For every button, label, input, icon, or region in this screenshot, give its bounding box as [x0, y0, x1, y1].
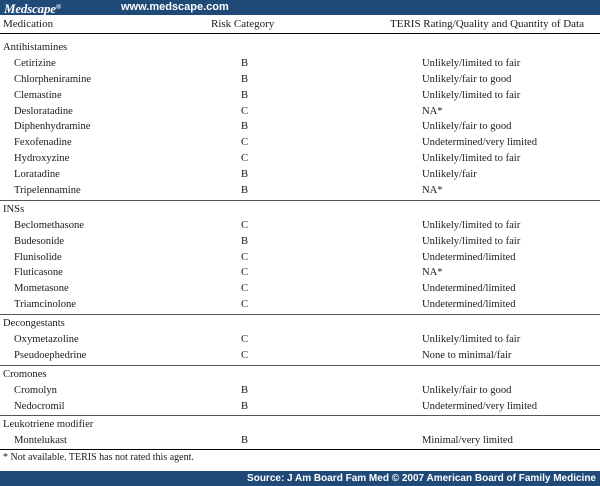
- source-text: Source: J Am Board Fam Med © 2007 American Board of Family Medicine: [247, 473, 596, 484]
- teris-rating-cell: None to minimal/fair: [422, 349, 512, 361]
- group-name: INSs: [3, 203, 25, 215]
- medication-cell: Beclomethasone: [14, 219, 85, 231]
- table-row: [0, 135, 600, 151]
- col-medication: Medication: [3, 18, 54, 30]
- table-row: [0, 88, 600, 104]
- table-row: [0, 234, 600, 250]
- table-row: [0, 383, 600, 399]
- risk-category-cell: C: [241, 283, 249, 295]
- group-name: Decongestants: [3, 318, 65, 330]
- teris-rating-cell: Unlikely/limited to fair: [422, 57, 521, 69]
- group-divider: [0, 314, 600, 315]
- medication-cell: Budesonide: [14, 235, 65, 247]
- column-header-row: [0, 15, 600, 34]
- table-row: [0, 72, 600, 88]
- table-row: [0, 167, 600, 183]
- group-heading-row: [0, 367, 600, 383]
- group-heading-row: [0, 417, 600, 433]
- medication-cell: Cromolyn: [14, 384, 57, 396]
- risk-category-cell: C: [241, 219, 249, 231]
- teris-rating-cell: Unlikely/fair to good: [422, 73, 512, 85]
- teris-rating-cell: Undetermined/limited: [422, 299, 516, 311]
- teris-rating-cell: NA*: [422, 105, 443, 117]
- teris-rating-cell: Unlikely/limited to fair: [422, 153, 521, 165]
- group-divider: [0, 415, 600, 416]
- source-bar: [0, 471, 600, 486]
- site-url[interactable]: www.medscape.com: [121, 1, 229, 13]
- table-row: [0, 297, 600, 313]
- risk-category-cell: C: [241, 251, 249, 263]
- teris-rating-cell: Undetermined/very limited: [422, 400, 538, 412]
- table-row: [0, 119, 600, 135]
- medication-cell: Diphenhydramine: [14, 121, 91, 133]
- table-row: [0, 250, 600, 266]
- medication-cell: Pseudoephedrine: [14, 349, 87, 361]
- col-teris: TERIS Rating/Quality and Quantity of Data: [390, 18, 584, 30]
- teris-rating-cell: NA*: [422, 185, 443, 197]
- table-row: [0, 56, 600, 72]
- table-row: [0, 151, 600, 167]
- medication-cell: Clemastine: [14, 89, 62, 101]
- medication-cell: Fluticasone: [14, 267, 63, 279]
- risk-category-cell: C: [241, 267, 249, 279]
- footnote: * Not available. TERIS has not rated this agent.: [3, 452, 194, 463]
- group-divider: [0, 200, 600, 201]
- medication-cell: Flunisolide: [14, 251, 62, 263]
- table-row: [0, 265, 600, 281]
- group-name: Cromones: [3, 368, 47, 380]
- medication-cell: Loratadine: [14, 169, 60, 181]
- risk-category-cell: C: [241, 334, 249, 346]
- table-row: [0, 104, 600, 120]
- risk-category-cell: B: [241, 73, 249, 85]
- table-row: [0, 218, 600, 234]
- risk-category-cell: B: [241, 185, 249, 197]
- group-name: Antihistamines: [3, 42, 68, 53]
- medication-cell: Hydroxyzine: [14, 153, 70, 165]
- group-heading-row: [0, 40, 600, 56]
- col-risk-category: Risk Category: [211, 18, 275, 30]
- risk-category-cell: B: [241, 57, 249, 69]
- table-row: [0, 433, 600, 449]
- risk-category-cell: B: [241, 169, 249, 181]
- medication-cell: Oxymetazoline: [14, 334, 79, 346]
- brand-text: Medscape: [4, 1, 56, 16]
- risk-category-cell: C: [241, 105, 249, 117]
- teris-rating-cell: Unlikely/fair: [422, 169, 477, 181]
- risk-category-cell: B: [241, 435, 249, 447]
- table-body: [0, 40, 600, 449]
- teris-rating-cell: Unlikely/fair to good: [422, 121, 512, 133]
- risk-category-cell: C: [241, 153, 249, 165]
- table-row: [0, 281, 600, 297]
- risk-category-cell: B: [241, 384, 249, 396]
- group-name: Leukotriene modifier: [3, 419, 94, 431]
- teris-rating-cell: Unlikely/limited to fair: [422, 334, 521, 346]
- brand-mark: ®: [55, 3, 61, 11]
- medication-cell: Desloratadine: [14, 105, 73, 117]
- table-row: [0, 399, 600, 415]
- teris-rating-cell: Undetermined/very limited: [422, 137, 538, 149]
- risk-category-cell: B: [241, 235, 249, 247]
- table-row: [0, 332, 600, 348]
- medication-cell: Triamcinolone: [14, 299, 76, 311]
- group-heading-row: [0, 316, 600, 332]
- medication-cell: Cetirizine: [14, 57, 56, 69]
- risk-category-cell: C: [241, 299, 249, 311]
- teris-rating-cell: Unlikely/fair to good: [422, 384, 512, 396]
- medication-cell: Chlorpheniramine: [14, 73, 92, 85]
- teris-rating-cell: Unlikely/limited to fair: [422, 219, 521, 231]
- risk-category-cell: B: [241, 121, 249, 133]
- medscape-logo: [4, 0, 61, 16]
- teris-rating-cell: NA*: [422, 267, 443, 279]
- teris-rating-cell: Unlikely/limited to fair: [422, 89, 521, 101]
- table-row: [0, 348, 600, 364]
- footnote-divider: [0, 449, 600, 450]
- risk-category-cell: C: [241, 349, 249, 361]
- risk-category-cell: C: [241, 137, 249, 149]
- header-bar: [0, 0, 600, 15]
- medication-cell: Tripelennamine: [14, 185, 81, 197]
- teris-rating-cell: Undetermined/limited: [422, 283, 516, 295]
- group-heading-row: [0, 202, 600, 218]
- table-row: [0, 183, 600, 199]
- teris-rating-cell: Minimal/very limited: [422, 435, 513, 447]
- teris-rating-cell: Unlikely/limited to fair: [422, 235, 521, 247]
- teris-rating-cell: Undetermined/limited: [422, 251, 516, 263]
- group-divider: [0, 365, 600, 366]
- medication-cell: Nedocromil: [14, 400, 65, 412]
- medication-cell: Fexofenadine: [14, 137, 72, 149]
- risk-category-cell: B: [241, 89, 249, 101]
- risk-category-cell: B: [241, 400, 249, 412]
- medication-cell: Montelukast: [14, 435, 67, 447]
- medication-cell: Mometasone: [14, 283, 69, 295]
